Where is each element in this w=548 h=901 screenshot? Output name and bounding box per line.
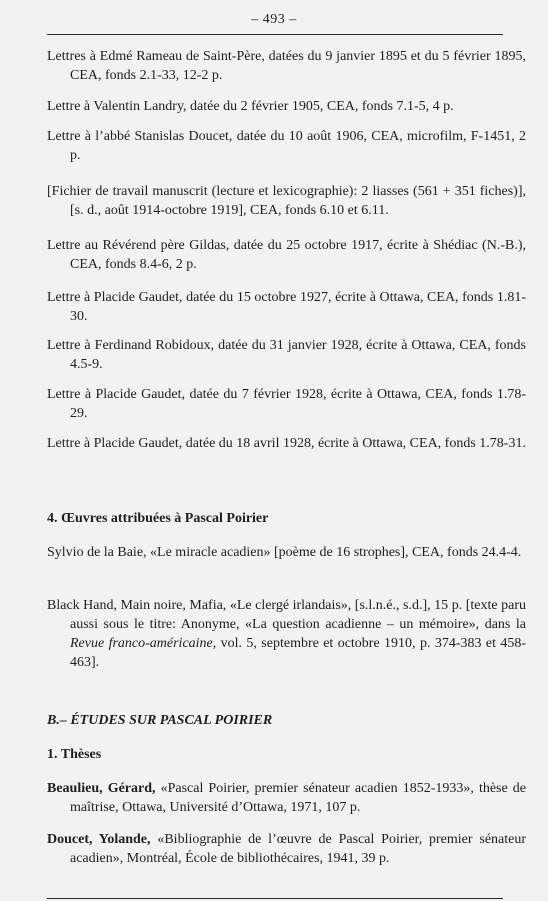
- header-rule: [47, 34, 503, 35]
- subsection-heading: 4. Œuvres attribuées à Pascal Poirier: [47, 511, 269, 526]
- bibliography-entry: [47, 830, 526, 868]
- entry-author: Beaulieu, Gérard,: [47, 781, 156, 796]
- page-number: – 493 –: [251, 12, 297, 27]
- bibliography-entry: Lettre à Ferdinand Robidoux, datée du 31 janvier 1928, écrite à Ottawa, CEA, fonds 4.5-9.: [47, 338, 526, 372]
- bibliography-entry: [Fichier de travail manuscrit (lecture et lexicographie): 2 liasses (561 + 351 fiches)], [s. d., août 1914-octobre 1919], CEA, fonds 6.10 et 6.11.: [47, 184, 526, 218]
- entry-text: «Bibliographie de l’œuvre de Pascal Poirier, premier sénateur acadien», Montréal, École de bibliothécaires, 1941, 39 p.: [70, 832, 527, 866]
- bibliography-entry: Lettre à l’abbé Stanislas Doucet, datée du 10 août 1906, CEA, microfilm, F-1451, 2 p.: [47, 129, 526, 163]
- bibliography-entry: Lettre à Valentin Landry, datée du 2 février 1905, CEA, fonds 7.1-5, 4 p.: [47, 99, 454, 114]
- journal-title: Revue franco-américaine: [70, 636, 213, 651]
- bibliography-entry: Lettre à Placide Gaudet, datée du 7 février 1928, écrite à Ottawa, CEA, fonds 1.78-29.: [47, 387, 526, 421]
- bibliography-entry: Lettre à Placide Gaudet, datée du 15 octobre 1927, écrite à Ottawa, CEA, fonds 1.81-30.: [47, 290, 526, 324]
- bibliography-entry: [47, 779, 526, 817]
- entry-author: Doucet, Yolande,: [47, 832, 151, 847]
- footer-rule: [47, 898, 503, 899]
- bibliography-entry: Lettre à Placide Gaudet, datée du 18 avril 1928, écrite à Ottawa, CEA, fonds 1.78-31.: [47, 436, 526, 451]
- entry-text: , vol. 5, septembre et octobre 1910, p. 374-383 et 458-463].: [70, 636, 527, 670]
- bibliography-entry: Lettres à Edmé Rameau de Saint-Père, datées du 9 janvier 1895 et du 5 février 1895, CEA, fonds 2.1-33, 12-2 p.: [47, 49, 526, 83]
- bibliography-entry: [47, 596, 526, 672]
- subsection-heading: 1. Thèses: [47, 747, 102, 762]
- entry-text: Black Hand, Main noire, Mafia, «Le clergé irlandais», [s.l.n.é., s.d.], 15 p. [texte paru aussi sous le titre: Anonyme, «La question acadienne – un mémoire», dans la: [47, 598, 526, 632]
- bibliography-entry: Lettre au Révérend père Gildas, datée du 25 octobre 1917, écrite à Shédiac (N.-B.), CEA, fonds 8.4-6, 2 p.: [47, 238, 526, 272]
- section-heading: B.– ÉTUDES SUR PASCAL POIRIER: [47, 713, 273, 728]
- bibliography-entry: Sylvio de la Baie, «Le miracle acadien» [poème de 16 strophes], CEA, fonds 24.4-4.: [47, 545, 522, 560]
- entry-text: «Pascal Poirier, premier sénateur acadien 1852-1933», thèse de maîtrise, Ottawa, Université d’Ottawa, 1971, 107 p.: [70, 781, 526, 815]
